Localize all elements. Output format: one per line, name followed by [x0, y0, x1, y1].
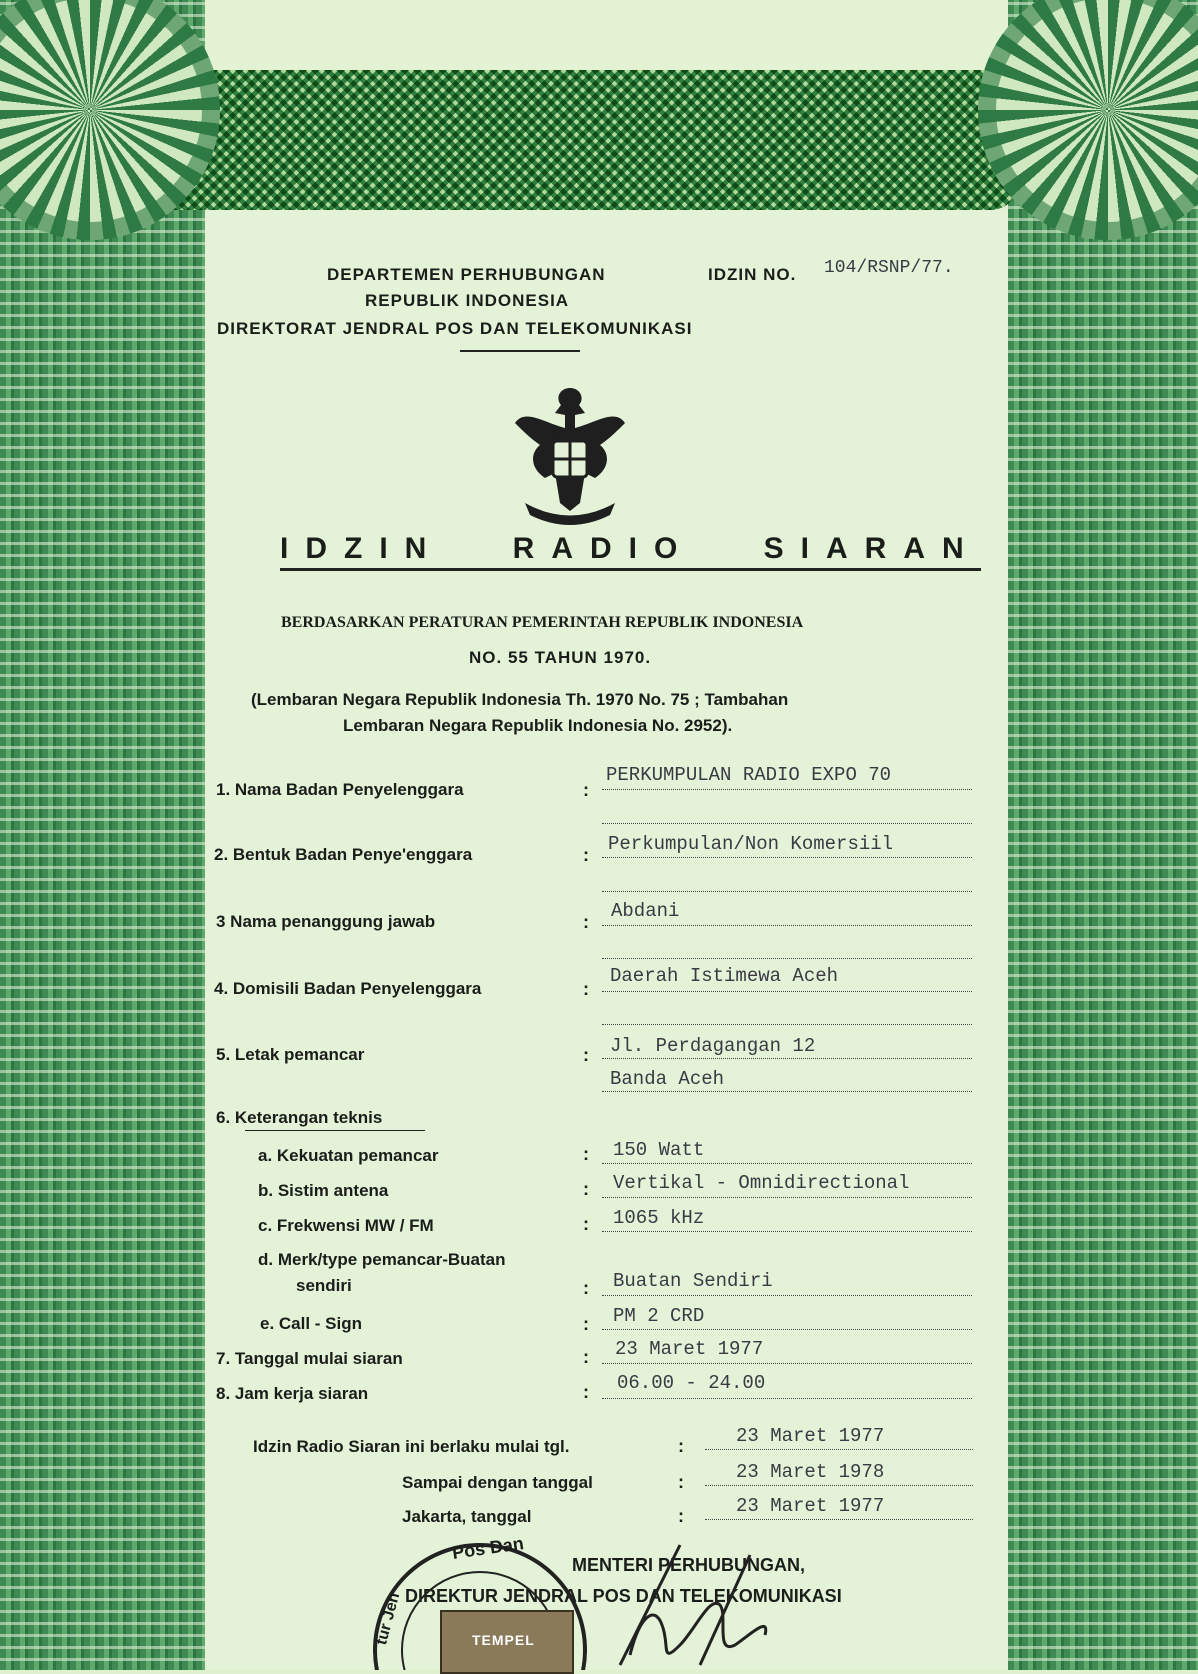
- colon: :: [583, 1144, 589, 1164]
- dotted-line: [602, 958, 972, 959]
- colon: :: [583, 1278, 589, 1298]
- field-value-organizer-name: PERKUMPULAN RADIO EXPO 70: [606, 764, 892, 786]
- field-label-organizer-form: 2. Bentuk Badan Penye'enggara: [214, 845, 473, 864]
- document-title: IDZIN RADIO SIARAN: [280, 532, 981, 571]
- field-value-responsible-person: Abdani: [611, 900, 680, 922]
- colon: :: [678, 1436, 684, 1456]
- issue-date: 23 Maret 1977: [736, 1495, 885, 1517]
- field-label-broadcast-start-date: 7. Tanggal mulai siaran: [216, 1349, 403, 1368]
- license-label: IDZIN NO.: [708, 265, 797, 284]
- colon: :: [583, 1045, 589, 1065]
- dotted-line: [602, 891, 972, 892]
- minister-title: MENTERI PERHUBUNGAN,: [572, 1555, 806, 1575]
- field-label-antenna-system: b. Sistim antena: [258, 1181, 389, 1200]
- dotted-line: [705, 1485, 973, 1486]
- field-value-transmitter-make: Buatan Sendiri: [613, 1270, 773, 1292]
- colon: :: [583, 912, 589, 932]
- garuda-emblem-icon: [505, 383, 635, 533]
- stamp-side-text: tur Jen: [373, 1590, 404, 1647]
- field-value-frequency: 1065 kHz: [613, 1207, 705, 1229]
- top-ornamental-border: [120, 70, 1020, 210]
- underline: [245, 1130, 425, 1131]
- colon: :: [583, 1314, 589, 1334]
- dotted-line: [602, 1329, 972, 1330]
- field-value-transmitter-address: Jl. Perdagangan 12: [610, 1035, 816, 1057]
- dotted-line: [602, 1398, 972, 1399]
- field-value-broadcast-start-date: 23 Maret 1977: [615, 1338, 764, 1360]
- dotted-line: [602, 789, 972, 790]
- dotted-line: [602, 1091, 972, 1092]
- revenue-stamp: [440, 1610, 574, 1674]
- field-label-responsible-person: 3 Nama penanggung jawab: [216, 912, 436, 931]
- directorate-name: DIREKTORAT JENDRAL POS DAN TELEKOMUNIKASI: [217, 319, 693, 338]
- dotted-line: [602, 1197, 972, 1198]
- dotted-line: [602, 925, 972, 926]
- legal-basis-line2: NO. 55 TAHUN 1970.: [469, 648, 652, 667]
- field-label-call-sign: e. Call - Sign: [260, 1314, 363, 1333]
- validity-end-label: Sampai dengan tanggal: [402, 1473, 593, 1492]
- header-divider: [460, 350, 580, 352]
- dotted-line: [705, 1519, 973, 1520]
- director-general-title: DIREKTUR JENDRAL POS DAN TELEKOMUNIKASI: [405, 1586, 842, 1606]
- legal-basis-line1: BERDASARKAN PERATURAN PEMERINTAH REPUBLIK INDONESIA: [281, 614, 804, 631]
- colon: :: [583, 979, 589, 999]
- dotted-line: [602, 857, 972, 858]
- field-value-transmitter-power: 150 Watt: [613, 1139, 705, 1161]
- gazette-note-line2: Lembaran Negara Republik Indonesia No. 2952).: [343, 716, 733, 735]
- field-label-transmitter-make-line2: sendiri: [296, 1276, 352, 1295]
- colon: :: [583, 780, 589, 800]
- dotted-line: [705, 1449, 973, 1450]
- gazette-note-line1: (Lembaran Negara Republik Indonesia Th. 1970 No. 75 ; Tambahan: [251, 690, 789, 709]
- validity-end-date: 23 Maret 1978: [736, 1461, 885, 1483]
- colon: :: [678, 1472, 684, 1492]
- dotted-line: [602, 1231, 972, 1232]
- field-label-organizer-name: 1. Nama Badan Penyelenggara: [216, 780, 464, 799]
- revenue-stamp-text: TEMPEL: [472, 1632, 535, 1648]
- dotted-line: [602, 991, 972, 992]
- validity-start-date: 23 Maret 1977: [736, 1425, 885, 1447]
- colon: :: [583, 1179, 589, 1199]
- dotted-line: [602, 823, 972, 824]
- department-name: DEPARTEMEN PERHUBUNGAN: [327, 265, 606, 284]
- field-label-transmitter-power: a. Kekuatan pemancar: [258, 1146, 439, 1165]
- field-label-domicile: 4. Domisili Badan Penyelenggara: [214, 979, 482, 998]
- license-number: 104/RSNP/77.: [824, 258, 954, 278]
- dotted-line: [602, 1024, 972, 1025]
- dotted-line: [602, 1295, 972, 1296]
- field-value-call-sign: PM 2 CRD: [613, 1305, 705, 1327]
- issue-place-label: Jakarta, tanggal: [402, 1507, 532, 1526]
- stamp-text: Pos Dan: [450, 1533, 526, 1563]
- colon: :: [583, 1382, 589, 1402]
- field-label-frequency: c. Frekwensi MW / FM: [258, 1216, 434, 1235]
- field-label-technical-details: 6. Keterangan teknis: [216, 1108, 383, 1127]
- field-label-transmitter-make-line1: d. Merk/type pemancar-Buatan: [258, 1250, 506, 1269]
- field-value-broadcast-hours: 06.00 - 24.00: [617, 1372, 766, 1394]
- dotted-line: [602, 1163, 972, 1164]
- handwritten-signature: [600, 1535, 860, 1670]
- colon: :: [583, 845, 589, 865]
- field-value-organizer-form: Perkumpulan/Non Komersiil: [608, 833, 894, 855]
- field-value-antenna-system: Vertikal - Omnidirectional: [613, 1172, 910, 1194]
- republic-name: REPUBLIK INDONESIA: [365, 291, 570, 310]
- colon: :: [678, 1506, 684, 1526]
- field-value-domicile: Daerah Istimewa Aceh: [610, 965, 839, 987]
- right-ornamental-border: [1008, 0, 1198, 1670]
- validity-start-label: Idzin Radio Siaran ini berlaku mulai tgl.: [253, 1437, 570, 1456]
- dotted-line: [602, 1058, 972, 1059]
- left-ornamental-border: [0, 0, 205, 1670]
- field-label-broadcast-hours: 8. Jam kerja siaran: [216, 1384, 369, 1403]
- colon: :: [583, 1347, 589, 1367]
- colon: :: [583, 1214, 589, 1234]
- dotted-line: [602, 1363, 972, 1364]
- field-label-transmitter-location: 5. Letak pemancar: [216, 1045, 365, 1064]
- field-value-transmitter-city: Banda Aceh: [610, 1068, 725, 1090]
